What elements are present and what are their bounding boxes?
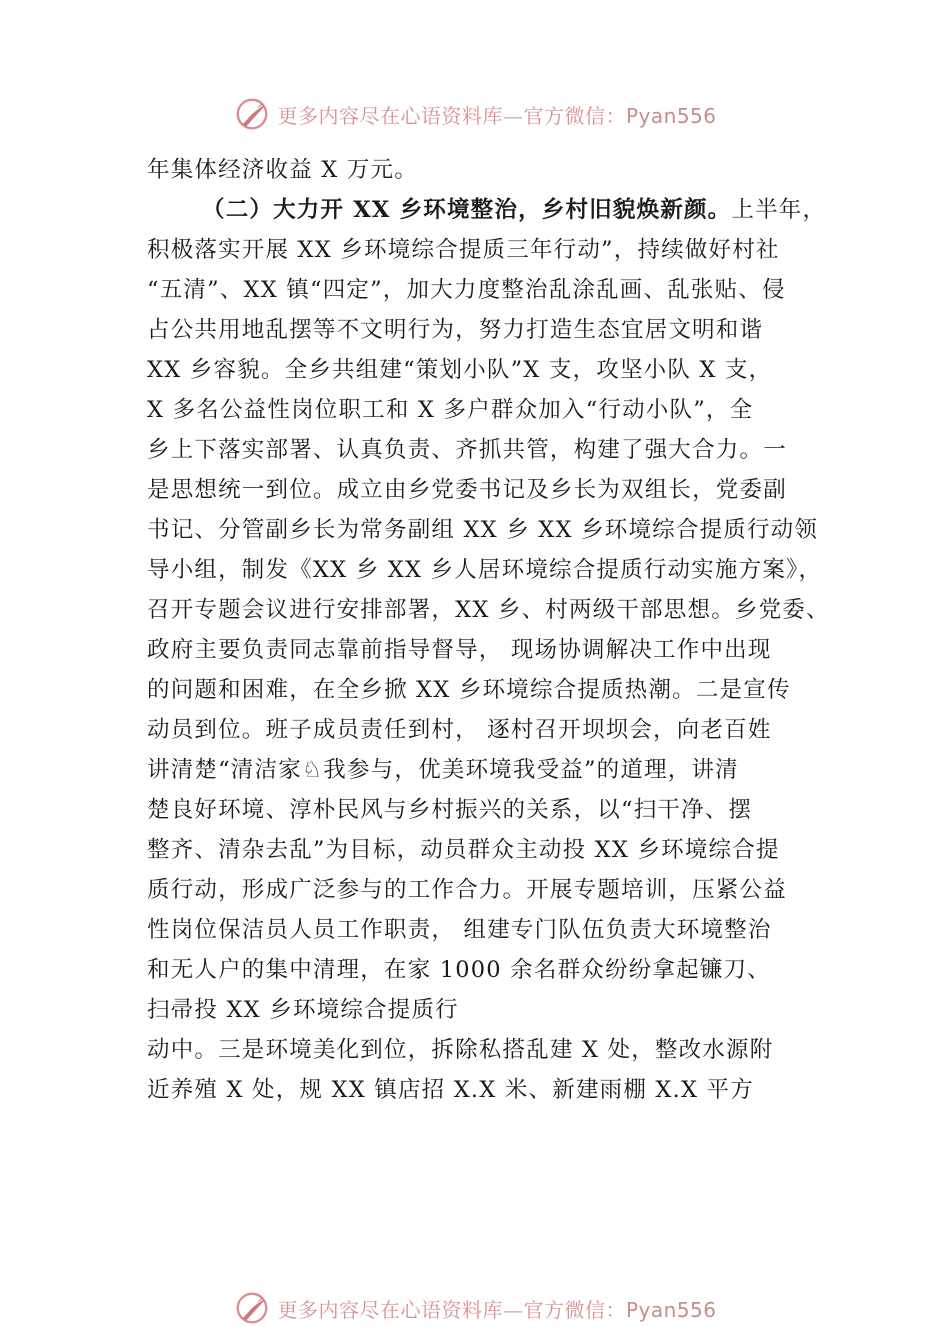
- text-line: 动员到位。班子成员责任到村， 逐村召开坝坝会，向老百姓: [147, 717, 772, 743]
- text-line: 积极落实开展 XX 乡环境综合提质三年行动”，持续做好村社: [147, 237, 780, 263]
- text-line: 整齐、清杂去乱”为目标，动员群众主动投 XX 乡环境综合提: [147, 837, 780, 863]
- text-line: 年集体经济收益 X 万元。: [147, 157, 418, 183]
- text-line: 占公共用地乱摆等不文明行为，努力打造生态宜居文明和谐: [147, 317, 764, 343]
- text-line: 乡上下落实部署、认真负责、齐抓共管，构建了强大合力。一: [147, 437, 787, 463]
- watermark-text: [277, 100, 716, 129]
- heading-continuation: 上半年，: [731, 197, 827, 223]
- footer-watermark: [0, 1286, 950, 1330]
- text-line: 扫帚投 XX 乡环境综合提质行: [147, 997, 459, 1023]
- watermark-dash: —: [502, 103, 524, 128]
- text-line: 书记、分管副乡长为常务副组 XX 乡 XX 乡环境综合提质行动领: [147, 517, 819, 543]
- text-line: X 多名公益性岗位职工和 X 多户群众加入“行动小队”，全: [147, 397, 754, 423]
- watermark-official: 官方微信：: [523, 103, 626, 128]
- text-line: 召开专题会议进行安排部署，XX 乡、村两级干部思想。乡党委、: [147, 597, 830, 623]
- watermark-handle: Pyan556: [625, 1297, 717, 1322]
- text-line: 和无人户的集中清理，在家 1000 余名群众纷纷拿起镰刀、: [147, 957, 771, 983]
- text-line: “五清”、XX 镇“四定”，加大力度整治乱涂乱画、乱张贴、侵: [147, 277, 786, 303]
- watermark-lead: 更多内容尽在心语资料库: [277, 103, 503, 128]
- quill-logo-icon: [233, 95, 271, 133]
- watermark-lead: 更多内容尽在心语资料库: [277, 1297, 503, 1322]
- text-line: 政府主要负责同志靠前指导督导， 现场协调解决工作中出现: [147, 637, 772, 663]
- text-line: XX 乡容貌。全乡共组建“策划小队”X 支，攻坚小队 X 支，: [147, 357, 773, 383]
- header-watermark: [0, 92, 950, 136]
- text-line: 质行动，形成广泛参与的工作合力。开展专题培训，压紧公益: [147, 877, 787, 903]
- text-line: 是思想统一到位。成立由乡党委书记及乡长为双组长，党委副: [147, 477, 787, 503]
- watermark-official: 官方微信：: [523, 1297, 626, 1322]
- text-line: 导小组，制发《XX 乡 XX 乡人居环境综合提质行动实施方案》，: [147, 557, 823, 583]
- text-line: 动中。三是环境美化到位，拆除私搭乱建 X 处，整改水源附: [147, 1037, 774, 1063]
- watermark-handle: Pyan556: [625, 103, 717, 128]
- text-line: 的问题和困难，在全乡掀 XX 乡环境综合提质热潮。二是宣传: [147, 677, 791, 703]
- text-line: 楚良好环境、淳朴民风与乡村振兴的关系，以“扫干净、摆: [147, 797, 753, 823]
- watermark-dash: —: [502, 1297, 524, 1322]
- text-line: 讲清楚“清洁家♘我参与，优美环境我受益”的道理，讲清: [147, 757, 739, 783]
- text-line: 性岗位保洁员人员工作职责， 组建专门队伍负责大环境整治: [147, 917, 772, 943]
- watermark-text: [277, 1294, 716, 1323]
- quill-logo-icon: [233, 1289, 271, 1327]
- text-line: 近养殖 X 处，规 XX 镇店招 X.X 米、新建雨棚 X.X 平方: [147, 1077, 754, 1103]
- section-heading-line: [147, 190, 847, 230]
- document-body: [147, 150, 847, 1110]
- section-heading: （二）大力开 XX 乡环境整治，乡村旧貌焕新颜。: [202, 197, 732, 223]
